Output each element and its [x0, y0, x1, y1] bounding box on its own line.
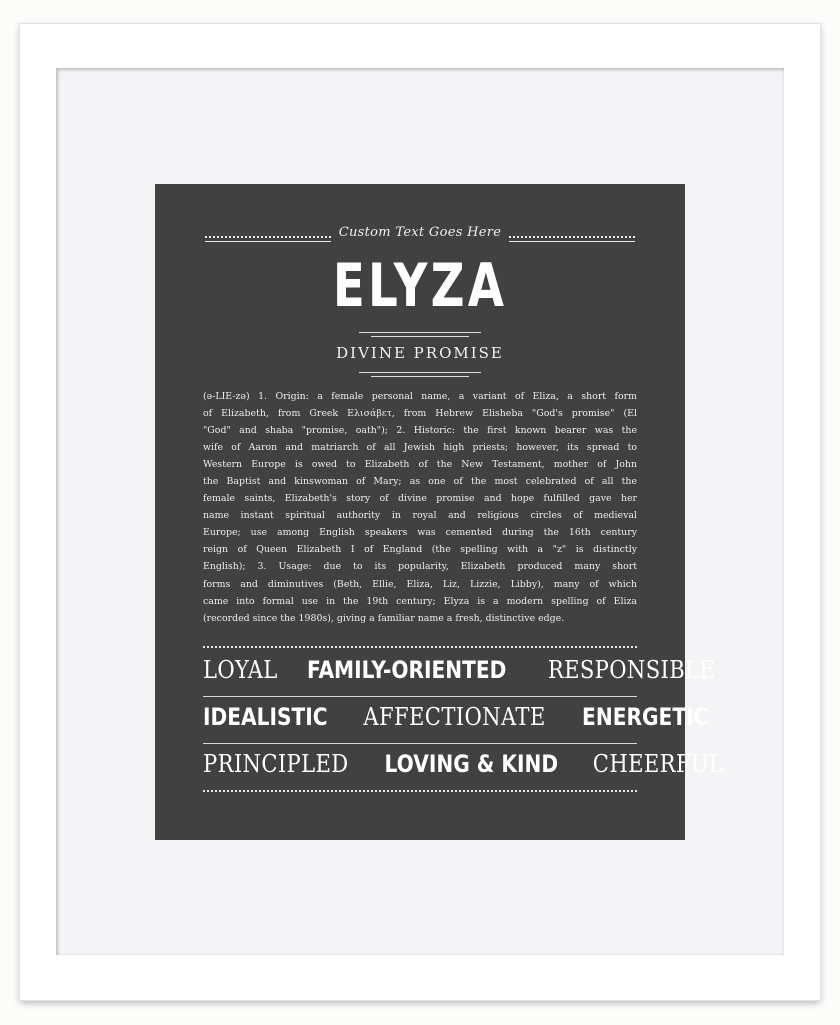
trait: LOYAL [203, 656, 278, 684]
trait: LOVING & KIND [384, 750, 559, 778]
trait-divider [203, 696, 637, 697]
trait-row-2 [203, 703, 709, 741]
trait: CHEERFUL [592, 750, 724, 778]
trait: IDEALISTIC [203, 703, 328, 731]
traits-dotted-divider-top [203, 646, 637, 648]
definition-line: "God" and shaba "promise, oath"); 2. Historic: the first known bearer was the [203, 425, 637, 437]
traits-dotted-divider-bottom [203, 790, 637, 792]
poster-name: ELYZA [332, 251, 508, 321]
definition-line: (ə-LIE-zə) 1. Origin: a female personal name, a variant of Eliza, a short form [203, 391, 637, 402]
definition-line: (recorded since the 1980s), giving a familiar name a fresh, distinctive edge. [203, 612, 565, 624]
custom-text: Custom Text Goes Here [338, 225, 502, 240]
dotted-divider-right [509, 236, 635, 238]
trait: ENERGETIC [582, 703, 709, 731]
definition-line: female saints, Elizabeth's story of divine promise and hope fulfilled gave her [203, 493, 637, 505]
definition-line: Western Europe is owed to Elizabeth of the New Testament, mother of John [203, 459, 637, 471]
definition-line: English); 3. Usage: due to its popularity, Elizabeth produced many short [203, 561, 637, 573]
definition-line: Europe; use among English speakers was cemented during the 16th century [203, 527, 637, 539]
trait-row-1 [203, 656, 716, 694]
definition-line: the Baptist and kinswoman of Mary; as one of the most celebrated of all the [203, 476, 637, 488]
name-definition [203, 388, 637, 627]
frame-mat [56, 68, 784, 955]
trait-divider [203, 743, 637, 744]
definition-line: reign of Queen Elizabeth I of England (the spelling with a "z" is distinctly [203, 544, 637, 556]
definition-line: came into formal use in the 19th century; Elyza is a modern spelling of Eliza [203, 595, 637, 607]
trait-row-3 [203, 750, 724, 788]
meaning-underline [359, 372, 481, 378]
trait: PRINCIPLED [203, 750, 349, 778]
trait: RESPONSIBLE [548, 656, 716, 684]
trait: FAMILY-ORIENTED [306, 656, 507, 684]
name-underline [359, 332, 481, 338]
definition-line: of Elizabeth, from Greek Ελισάβετ, from Hebrew Elisheba "God's promise" (El [203, 408, 637, 420]
definition-line: name instant spiritual authority in royal and religious circles of medieval [203, 510, 637, 522]
name-meaning: DIVINE PROMISE [336, 344, 504, 362]
picture-frame [20, 24, 820, 1000]
definition-line: wife of Aaron and matriarch of all Jewish high priests; however, its spread to [203, 442, 637, 454]
trait: AFFECTIONATE [363, 703, 546, 731]
name-meaning-poster [155, 184, 724, 840]
custom-text-row [205, 224, 635, 248]
definition-line: forms and diminutives (Beth, Ellie, Eliza, Liz, Lizzie, Libby), many of which [203, 578, 637, 590]
